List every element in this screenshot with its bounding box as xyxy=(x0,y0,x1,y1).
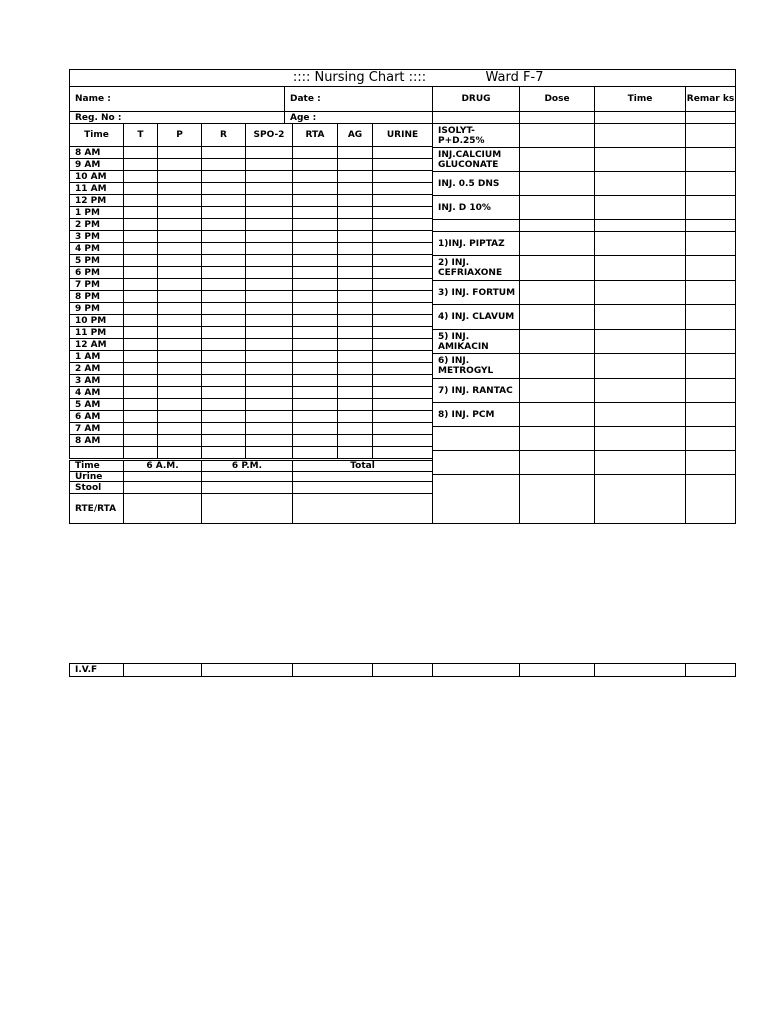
drug-value-cell xyxy=(594,353,686,379)
vitals-col-header: RTA xyxy=(292,123,338,147)
drug-col-header: Dose xyxy=(519,86,595,112)
vitals-time-cell: 3 AM xyxy=(69,374,124,387)
drug-value-cell xyxy=(519,450,595,475)
vitals-time-cell: 1 AM xyxy=(69,350,124,363)
vitals-time-cell: 5 AM xyxy=(69,398,124,411)
vitals-time-cell: 1 PM xyxy=(69,206,124,219)
drug-value-cell xyxy=(519,474,595,524)
drug-value-cell xyxy=(594,426,686,451)
vitals-col-header: P xyxy=(157,123,202,147)
drug-value-cell xyxy=(685,231,736,256)
drug-name-cell: 4) INJ. CLAVUM xyxy=(432,304,520,330)
vitals-time-cell: 4 PM xyxy=(69,242,124,255)
ivf-value-cell xyxy=(432,663,520,677)
drug-value-cell xyxy=(594,474,686,524)
vitals-time-cell: 5 PM xyxy=(69,254,124,267)
drug-name-cell xyxy=(432,450,520,475)
ivf-row xyxy=(69,663,735,677)
drug-value-cell xyxy=(519,195,595,220)
drug-value-cell xyxy=(594,123,686,148)
vitals-time-cell: 9 AM xyxy=(69,158,124,171)
drug-value-cell xyxy=(594,402,686,427)
drug-value-cell xyxy=(685,304,736,330)
drug-value-cell xyxy=(685,450,736,475)
drug-value-cell xyxy=(685,123,736,148)
drug-name-cell xyxy=(432,474,520,524)
drug-name-cell: 1)INJ. PIPTAZ xyxy=(432,231,520,256)
drug-name-cell: INJ. D 10% xyxy=(432,195,520,220)
drug-value-cell xyxy=(519,171,595,196)
vitals-time-cell xyxy=(69,446,124,459)
summary-value-cell xyxy=(123,493,202,524)
drug-value-cell xyxy=(685,147,736,172)
drug-value-cell xyxy=(685,378,736,403)
drug-value-cell xyxy=(519,402,595,427)
vitals-time-cell: 4 AM xyxy=(69,386,124,399)
reg-no-field: Reg. No : xyxy=(69,111,285,124)
vitals-time-cell: 3 PM xyxy=(69,230,124,243)
drug-name-cell: 5) INJ. AMIKACIN xyxy=(432,329,520,354)
drug-value-cell xyxy=(685,426,736,451)
ivf-value-cell xyxy=(372,663,433,677)
drug-value-cell xyxy=(685,171,736,196)
summary-col-header: Time xyxy=(69,460,124,472)
drug-value-cell xyxy=(594,171,686,196)
vitals-col-header: SPO-2 xyxy=(245,123,293,147)
summary-value-cell xyxy=(201,493,293,524)
ivf-label: I.V.F xyxy=(69,663,124,677)
drug-value-cell xyxy=(519,329,595,354)
drug-col-header: Remar ks xyxy=(685,86,736,112)
age-field: Age : xyxy=(284,111,433,124)
vitals-time-cell: 10 AM xyxy=(69,170,124,183)
drug-value-cell xyxy=(685,255,736,281)
vitals-time-cell: 8 AM xyxy=(69,434,124,447)
summary-row-label: Urine xyxy=(69,471,124,482)
drug-value-cell xyxy=(519,255,595,281)
ivf-value-cell xyxy=(685,663,736,677)
drug-value-cell xyxy=(594,280,686,305)
ivf-value-cell xyxy=(594,663,686,677)
date-field: Date : xyxy=(284,86,433,112)
drug-value-cell xyxy=(594,195,686,220)
vitals-time-cell: 11 PM xyxy=(69,326,124,339)
drug-value-cell xyxy=(519,426,595,451)
drug-name-cell: INJ. 0.5 DNS xyxy=(432,171,520,196)
vitals-value-cell xyxy=(292,446,338,459)
vitals-value-cell xyxy=(157,446,202,459)
vitals-time-cell: 8 PM xyxy=(69,290,124,303)
drug-value-cell xyxy=(594,304,686,330)
drug-value-cell xyxy=(594,255,686,281)
summary-col-header: Total xyxy=(292,460,433,472)
drug-value-cell xyxy=(685,195,736,220)
vitals-value-cell xyxy=(337,446,373,459)
vitals-col-header: URINE xyxy=(372,123,433,147)
drug-value-cell xyxy=(594,378,686,403)
vitals-time-cell: 2 PM xyxy=(69,218,124,231)
vitals-value-cell xyxy=(201,446,246,459)
drug-name-cell: ISOLYT-P+D.25% xyxy=(432,123,520,148)
drug-value-cell xyxy=(594,231,686,256)
vitals-time-cell: 8 AM xyxy=(69,146,124,159)
drug-name-cell: 2) INJ. CEFRIAXONE xyxy=(432,255,520,281)
drug-value-cell xyxy=(685,402,736,427)
vitals-time-cell: 2 AM xyxy=(69,362,124,375)
vitals-time-cell: 11 AM xyxy=(69,182,124,195)
drug-name-cell xyxy=(432,426,520,451)
drug-name-cell: 8) INJ. PCM xyxy=(432,402,520,427)
drug-value-cell xyxy=(594,147,686,172)
vitals-time-cell: 6 AM xyxy=(69,410,124,423)
vitals-col-header: R xyxy=(201,123,246,147)
summary-col-header: 6 A.M. xyxy=(123,460,202,472)
vitals-time-cell: 6 PM xyxy=(69,266,124,279)
nursing-chart-form xyxy=(69,69,735,523)
ivf-value-cell xyxy=(519,663,595,677)
summary-value-cell xyxy=(292,493,433,524)
drug-value-cell xyxy=(519,147,595,172)
drug-value-cell xyxy=(594,329,686,354)
summary-col-header: 6 P.M. xyxy=(201,460,293,472)
drug-name-cell: 3) INJ. FORTUM xyxy=(432,280,520,305)
summary-row-label: Stool xyxy=(69,481,124,494)
drug-value-cell xyxy=(594,450,686,475)
drug-value-cell xyxy=(519,353,595,379)
ward-label: Ward F-7 xyxy=(485,70,544,85)
drug-value-cell xyxy=(685,474,736,524)
ivf-value-cell xyxy=(201,663,293,677)
vitals-value-cell xyxy=(245,446,293,459)
drug-value-cell xyxy=(685,353,736,379)
vitals-col-header: Time xyxy=(69,123,124,147)
vitals-time-cell: 7 AM xyxy=(69,422,124,435)
vitals-col-header: AG xyxy=(337,123,373,147)
vitals-time-cell: 10 PM xyxy=(69,314,124,327)
drug-name-cell: 7) INJ. RANTAC xyxy=(432,378,520,403)
vitals-time-cell: 12 PM xyxy=(69,194,124,207)
drug-value-cell xyxy=(519,231,595,256)
summary-row-label: RTE/RTA xyxy=(69,493,124,524)
drug-value-cell xyxy=(519,280,595,305)
vitals-time-cell: 9 PM xyxy=(69,302,124,315)
vitals-value-cell xyxy=(123,446,158,459)
vitals-time-cell: 7 PM xyxy=(69,278,124,291)
drug-name-cell: 6) INJ. METROGYL xyxy=(432,353,520,379)
drug-name-cell: INJ.CALCIUM GLUCONATE xyxy=(432,147,520,172)
drug-value-cell xyxy=(519,304,595,330)
chart-title: :::: Nursing Chart :::: xyxy=(292,70,427,85)
drug-col-header: DRUG xyxy=(432,86,520,112)
drug-value-cell xyxy=(685,280,736,305)
ivf-value-cell xyxy=(123,663,202,677)
ivf-value-cell xyxy=(292,663,373,677)
vitals-time-cell: 12 AM xyxy=(69,338,124,351)
drug-value-cell xyxy=(685,329,736,354)
name-field: Name : xyxy=(69,86,285,112)
drug-value-cell xyxy=(519,123,595,148)
vitals-col-header: T xyxy=(123,123,158,147)
vitals-value-cell xyxy=(372,446,433,459)
drug-col-header: Time xyxy=(594,86,686,112)
drug-value-cell xyxy=(519,378,595,403)
